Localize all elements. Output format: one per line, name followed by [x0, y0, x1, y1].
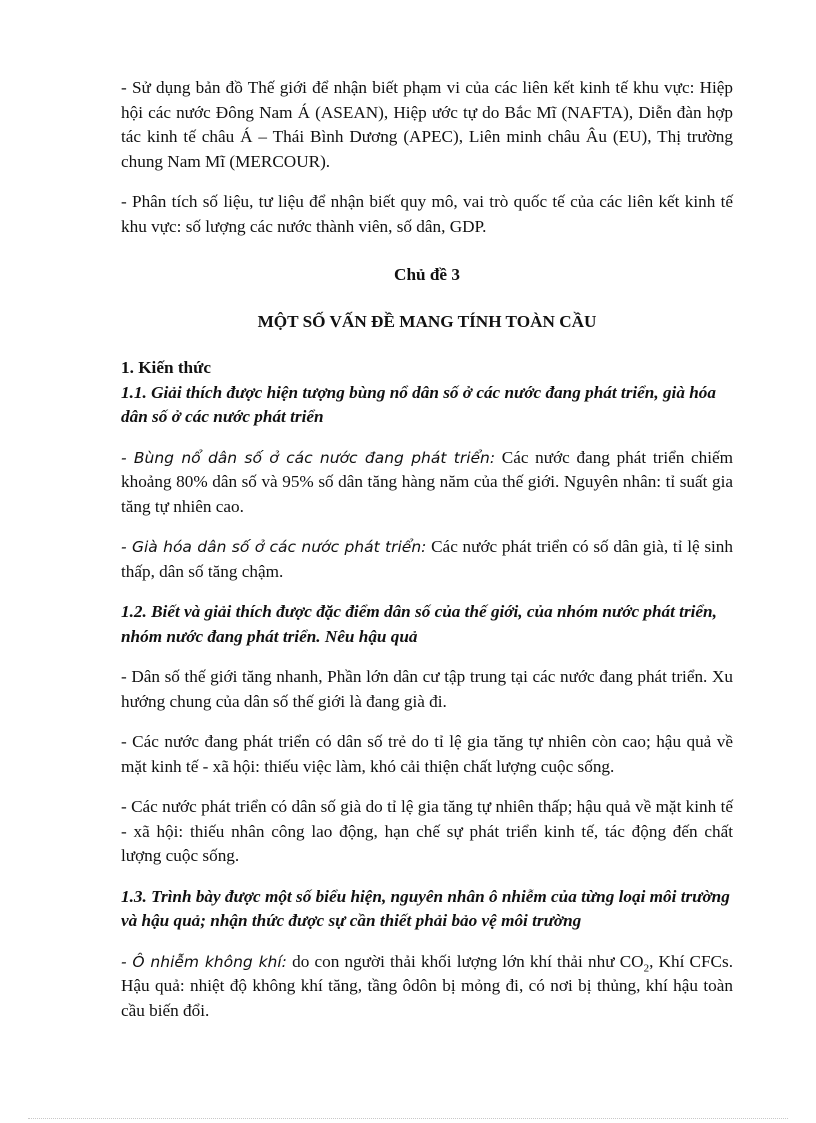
paragraph-developing-countries: - Các nước đang phát triển có dân số trẻ do tỉ lệ gia tăng tự nhiên còn cao; hậu quả về mặt kinh tế - xã hội: thiếu việc làm, khó cải thiện chất lượng cuộc sống.: [121, 732, 733, 776]
subsection-heading-1-2: 1.2. Biết và giải thích được đặc điểm dân số của thế giới, của nhóm nước phát triển, nhóm nước đang phát triển. Nêu hậu quả: [121, 602, 717, 646]
paragraph-body-a: do con người thải khối lượng lớn khí thải như CO: [286, 951, 644, 971]
paragraph-economic-blocs-data: - Phân tích số liệu, tư liệu để nhận biết quy mô, vai trò quốc tế của các liên kết kinh tế khu vực: số lượng các nước thành viên, số dân, GDP.: [121, 192, 733, 236]
paragraph-body: Các nước đang phát triển chiếm khoảng 80% dân số và 95% số dân tăng hàng năm của thế giới. Nguyên nhân: tỉ suất gia tăng tự nhiên cao.: [121, 447, 734, 516]
paragraph-world-population: - Dân số thế giới tăng nhanh, Phần lớn dân cư tập trung tại các nước đang phát triển. Xu hướng chung của dân số thế giới là đang già đi.: [121, 667, 733, 711]
topic-heading: Chủ đề 3: [394, 265, 460, 284]
paragraph-population-aging: [121, 535, 733, 584]
paragraph-lead: - Bùng nổ dân số ở các nước đang phát triển:: [121, 448, 496, 467]
paragraph-lead: - Già hóa dân số ở các nước phát triển:: [121, 538, 427, 556]
document-page: [121, 76, 733, 1023]
page-bottom-divider: [28, 1118, 788, 1119]
paragraph-economic-blocs-map: - Sử dụng bản đồ Thế giới để nhận biết phạm vi của các liên kết kinh tế khu vực: Hiệp hội các nước Đông Nam Á (ASEAN), Hiệp ước tự do Bắc Mĩ (NAFTA), Diễn đàn hợp tác kinh tế châu Á – Thái Bình Dương (APEC), Liên minh châu Âu (EU), Thị trường chung Nam Mĩ (MERCOUR).: [121, 78, 733, 171]
paragraph-developed-countries: - Các nước phát triển có dân số già do tỉ lệ gia tăng tự nhiên thấp; hậu quả về mặt kinh tế - xã hội: thiếu nhân công lao động, hạn chế sự phát triển kinh tế, tác động đến chất lượng cuộc sống.: [121, 797, 733, 865]
paragraph-lead: - Ô nhiễm không khí:: [121, 952, 287, 971]
subsection-heading-1-1: 1.1. Giải thích được hiện tượng bùng nổ dân số ở các nước đang phát triển, già hóa dân số ở các nước phát triển: [121, 382, 716, 426]
paragraph-body-b: , Khí CFCs. Hậu quả: nhiệt độ không khí tăng, tầng ôdôn bị mỏng đi, có nơi bị thủng, khí hậu toàn cầu biến đổi.: [121, 951, 733, 1020]
section-heading: 1. Kiến thức: [121, 358, 212, 377]
topic-title: MỘT SỐ VẤN ĐỀ MANG TÍNH TOÀN CẦU: [257, 311, 597, 331]
paragraph-body: Các nước phát triển có số dân già, tỉ lệ sinh thấp, dân số tăng chậm.: [121, 537, 733, 581]
paragraph-population-explosion: [121, 446, 733, 520]
subsection-heading-1-3: 1.3. Trình bày được một số biểu hiện, nguyên nhân ô nhiễm của từng loại môi trường và hậu quả; nhận thức được sự cần thiết phải bảo vệ môi trường: [121, 886, 730, 930]
paragraph-air-pollution: [121, 950, 733, 1024]
subscript-2: 2: [643, 961, 650, 974]
